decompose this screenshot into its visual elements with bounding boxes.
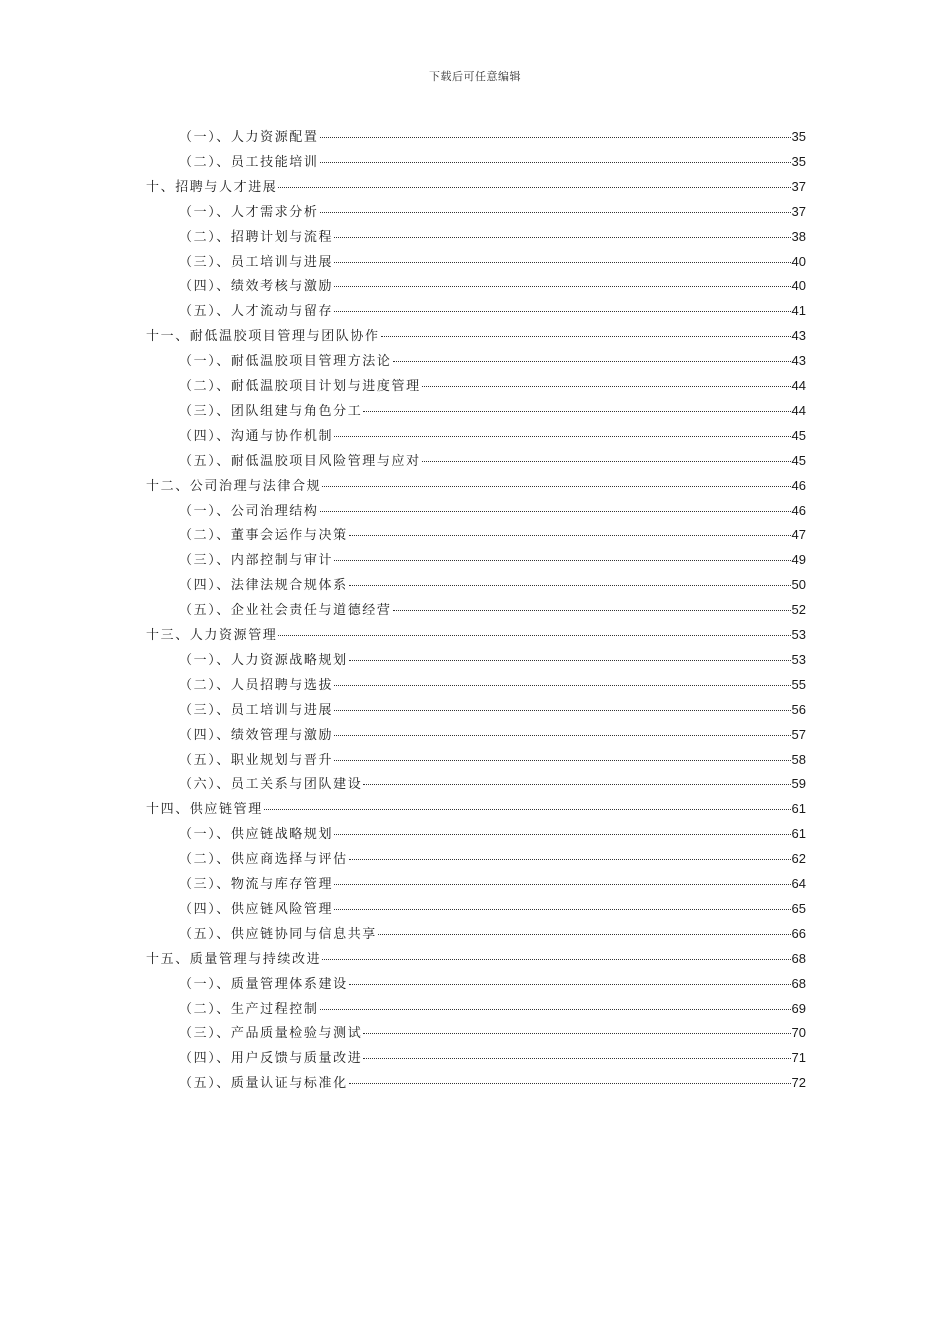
toc-entry-title: （三）、物流与库存管理 — [179, 877, 334, 892]
toc-dot-leader — [349, 575, 791, 586]
toc-entry-page-number: 55 — [791, 676, 806, 692]
toc-entry-title: （一）、公司治理结构 — [179, 503, 319, 519]
toc-entry-page-number: 58 — [791, 751, 806, 767]
toc-section-entry[interactable] — [179, 922, 806, 947]
toc-section-entry[interactable] — [179, 374, 806, 399]
toc-entry-title: 十二、公司治理与法律合规 — [146, 478, 322, 494]
toc-chapter-entry[interactable] — [146, 324, 806, 349]
toc-section-entry[interactable] — [179, 573, 806, 598]
toc-entry-page-number: 64 — [791, 876, 806, 891]
toc-entry-page-number: 56 — [791, 701, 806, 717]
toc-entry-page-number: 47 — [791, 527, 806, 543]
toc-entry-page-number: 53 — [791, 627, 806, 642]
toc-entry-title: （五）、质量认证与标准化 — [179, 1076, 348, 1092]
toc-section-entry[interactable] — [179, 150, 806, 175]
toc-entry-title: （四）、用户反馈与质量改进 — [179, 1051, 363, 1067]
toc-entry-title: 十三、人力资源管理 — [146, 628, 278, 643]
toc-dot-leader — [363, 401, 790, 412]
toc-entry-title: （三）、产品质量检验与测试 — [179, 1026, 363, 1042]
toc-section-entry[interactable] — [179, 673, 806, 698]
toc-entry-title: （四）、供应链风险管理 — [179, 901, 334, 917]
toc-dot-leader — [334, 426, 790, 437]
toc-dot-leader — [363, 1048, 790, 1059]
toc-entry-title: 十、招聘与人才进展 — [146, 179, 278, 195]
toc-section-entry[interactable] — [179, 822, 806, 847]
toc-entry-page-number: 49 — [791, 552, 806, 568]
toc-entry-page-number: 44 — [791, 402, 806, 418]
toc-entry-page-number: 37 — [791, 178, 806, 194]
toc-entry-title: （一）、人才需求分析 — [179, 204, 319, 220]
toc-entry-page-number: 61 — [791, 801, 806, 817]
toc-entry-title: （五）、企业社会责任与道德经营 — [179, 603, 392, 619]
toc-section-entry[interactable] — [179, 523, 806, 548]
toc-entry-page-number: 41 — [791, 303, 806, 319]
toc-dot-leader — [278, 625, 790, 636]
toc-dot-leader — [393, 351, 791, 362]
toc-dot-leader — [349, 974, 791, 985]
toc-dot-leader — [320, 152, 791, 163]
toc-entry-title: 十四、供应链管理 — [146, 802, 263, 818]
toc-section-entry[interactable] — [179, 897, 806, 922]
toc-entry-page-number: 43 — [791, 328, 806, 344]
toc-entry-title: （三）、员工培训与进展 — [179, 254, 334, 270]
toc-chapter-entry[interactable] — [146, 797, 806, 822]
toc-entry-title: 十五、质量管理与持续改进 — [146, 951, 322, 967]
toc-section-entry[interactable] — [179, 648, 806, 673]
toc-entry-title: （五）、供应链协同与信息共享 — [179, 926, 377, 942]
toc-dot-leader — [363, 774, 790, 785]
toc-entry-page-number: 46 — [791, 502, 806, 518]
toc-entry-title: （二）、招聘计划与流程 — [179, 229, 334, 245]
toc-entry-title: （一）、人力资源战略规划 — [179, 652, 348, 668]
toc-dot-leader — [334, 550, 790, 561]
toc-entry-page-number: 37 — [791, 203, 806, 219]
toc-dot-leader — [349, 1073, 791, 1084]
toc-entry-page-number: 38 — [791, 228, 806, 244]
toc-dot-leader — [349, 650, 791, 661]
toc-section-entry[interactable] — [179, 200, 806, 225]
toc-entry-page-number: 50 — [791, 577, 806, 593]
toc-section-entry[interactable] — [179, 449, 806, 474]
toc-entry-title: （三）、内部控制与审计 — [179, 553, 334, 569]
toc-entry-page-number: 62 — [791, 851, 806, 867]
toc-entry-page-number: 43 — [791, 353, 806, 369]
toc-entry-page-number: 40 — [791, 253, 806, 269]
toc-section-entry[interactable] — [179, 250, 806, 275]
toc-dot-leader — [320, 501, 791, 512]
toc-entry-page-number: 45 — [791, 427, 806, 443]
toc-section-entry[interactable] — [179, 548, 806, 573]
toc-section-entry[interactable] — [179, 399, 806, 424]
toc-entry-title: （一）、供应链战略规划 — [179, 827, 334, 843]
toc-dot-leader — [378, 924, 791, 935]
toc-dot-leader — [334, 301, 790, 312]
toc-chapter-entry[interactable] — [146, 474, 806, 499]
toc-dot-leader — [363, 1023, 790, 1034]
toc-dot-leader — [334, 874, 790, 885]
toc-section-entry[interactable] — [179, 748, 806, 773]
toc-entry-title: （四）、绩效管理与激励 — [179, 727, 334, 743]
toc-entry-page-number: 70 — [791, 1025, 806, 1041]
toc-entry-title: （一）、质量管理体系建设 — [179, 976, 348, 992]
toc-section-entry[interactable] — [179, 598, 806, 623]
toc-section-entry[interactable] — [179, 847, 806, 872]
toc-entry-page-number: 69 — [791, 1000, 806, 1016]
toc-section-entry[interactable] — [179, 972, 806, 997]
toc-dot-leader — [422, 376, 791, 387]
toc-entry-page-number: 46 — [791, 477, 806, 493]
toc-entry-title: （三）、员工培训与进展 — [179, 702, 334, 718]
toc-dot-leader — [334, 252, 790, 263]
toc-entry-page-number: 68 — [791, 950, 806, 966]
toc-dot-leader — [334, 725, 790, 736]
toc-dot-leader — [320, 202, 791, 213]
toc-entry-page-number: 72 — [791, 1075, 806, 1091]
toc-dot-leader — [320, 127, 791, 138]
toc-chapter-entry[interactable] — [146, 175, 806, 200]
toc-section-entry[interactable] — [179, 772, 806, 797]
toc-dot-leader — [322, 476, 790, 487]
toc-entry-page-number: 71 — [791, 1050, 806, 1066]
toc-entry-title: （四）、绩效考核与激励 — [179, 279, 334, 295]
toc-entry-title: 十一、耐低温胶项目管理与团队协作 — [146, 329, 380, 345]
toc-entry-page-number: 40 — [791, 278, 806, 294]
toc-chapter-entry[interactable] — [146, 623, 806, 648]
toc-section-entry[interactable] — [179, 723, 806, 748]
toc-entry-page-number: 53 — [791, 651, 806, 667]
toc-dot-leader — [393, 600, 791, 611]
toc-section-entry[interactable] — [179, 299, 806, 324]
toc-entry-page-number: 66 — [791, 925, 806, 941]
toc-section-entry[interactable] — [179, 274, 806, 299]
toc-dot-leader — [334, 675, 790, 686]
toc-dot-leader — [334, 899, 790, 910]
toc-entry-page-number: 65 — [791, 900, 806, 916]
toc-entry-title: （一）、人力资源配置 — [179, 130, 319, 145]
toc-entry-title: （五）、人才流动与留存 — [179, 304, 334, 320]
toc-section-entry[interactable] — [179, 1021, 806, 1046]
toc-entry-title: （二）、耐低温胶项目计划与进度管理 — [179, 379, 421, 394]
toc-entry-title: （六）、员工关系与团队建设 — [179, 777, 363, 793]
toc-entry-title: （四）、沟通与协作机制 — [179, 428, 334, 444]
toc-dot-leader — [349, 849, 791, 860]
toc-entry-title: （四）、法律法规合规体系 — [179, 578, 348, 594]
toc-entry-page-number: 35 — [791, 129, 806, 144]
toc-dot-leader — [422, 451, 791, 462]
toc-entry-title: （一）、耐低温胶项目管理方法论 — [179, 354, 392, 370]
toc-entry-title: （二）、供应商选择与评估 — [179, 852, 348, 868]
toc-section-entry[interactable] — [179, 225, 806, 250]
toc-entry-title: （五）、职业规划与晋升 — [179, 752, 334, 768]
toc-entry-page-number: 61 — [791, 826, 806, 842]
toc-section-entry[interactable] — [179, 349, 806, 374]
toc-dot-leader — [349, 525, 791, 536]
toc-dot-leader — [381, 326, 791, 337]
toc-chapter-entry[interactable] — [146, 947, 806, 972]
toc-dot-leader — [320, 999, 791, 1010]
toc-dot-leader — [278, 177, 790, 188]
toc-section-entry[interactable] — [179, 125, 806, 150]
toc-section-entry[interactable] — [179, 872, 806, 897]
toc-entry-page-number: 59 — [791, 776, 806, 792]
toc-entry-page-number: 45 — [791, 452, 806, 468]
toc-section-entry[interactable] — [179, 1071, 806, 1096]
toc-dot-leader — [334, 750, 790, 761]
page-header: 下载后可任意编辑 — [429, 70, 521, 83]
toc-entry-page-number: 57 — [791, 726, 806, 742]
toc-entry-title: （二）、生产过程控制 — [179, 1001, 319, 1017]
toc-dot-leader — [334, 227, 790, 238]
toc-section-entry[interactable] — [179, 698, 806, 723]
toc-entry-page-number: 52 — [791, 602, 806, 618]
toc-dot-leader — [264, 799, 791, 810]
toc-section-entry[interactable] — [179, 499, 806, 524]
toc-dot-leader — [334, 700, 790, 711]
toc-entry-title: （二）、董事会运作与决策 — [179, 528, 348, 544]
toc-dot-leader — [322, 949, 790, 960]
toc-entry-title: （二）、人员招聘与选拔 — [179, 677, 334, 693]
toc-dot-leader — [334, 276, 790, 287]
toc-entry-title: （五）、耐低温胶项目风险管理与应对 — [179, 453, 421, 469]
toc-section-entry[interactable] — [179, 997, 806, 1022]
toc-entry-page-number: 68 — [791, 975, 806, 991]
toc-section-entry[interactable] — [179, 424, 806, 449]
toc-section-entry[interactable] — [179, 1046, 806, 1071]
toc-entry-page-number: 35 — [791, 153, 806, 169]
toc-entry-title: （三）、团队组建与角色分工 — [179, 403, 363, 419]
toc-entry-page-number: 44 — [791, 378, 806, 393]
toc-entry-title: （二）、员工技能培训 — [179, 154, 319, 170]
toc-dot-leader — [334, 824, 790, 835]
